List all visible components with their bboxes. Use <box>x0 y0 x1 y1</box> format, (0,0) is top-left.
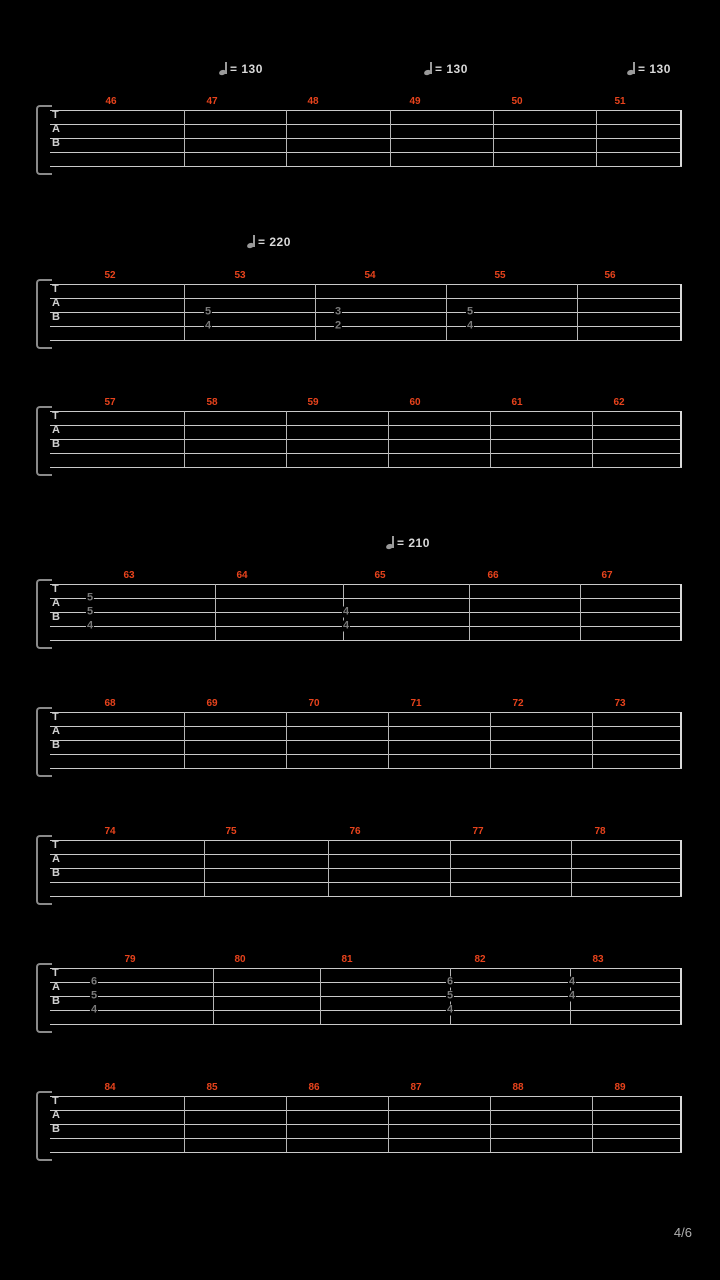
staff-line <box>50 312 682 313</box>
barline <box>286 1096 287 1152</box>
measure-number: 64 <box>236 570 248 581</box>
measure-number: 84 <box>104 1082 116 1093</box>
tab-staff <box>50 411 682 467</box>
measure-number: 61 <box>511 397 523 408</box>
tab-note: 4 <box>568 989 576 1002</box>
tempo-marking <box>424 62 468 76</box>
tab-clef-letter: B <box>52 137 60 149</box>
tab-note: 2 <box>334 319 342 332</box>
barline <box>184 284 185 340</box>
measure-number: 53 <box>234 270 246 281</box>
tab-clef-letter: T <box>52 711 59 723</box>
tab-note: 3 <box>334 305 342 318</box>
tab-staff <box>50 584 682 640</box>
tab-system <box>36 570 682 644</box>
end-barline <box>680 110 682 166</box>
tempo-marking <box>247 235 291 249</box>
measure-number: 52 <box>104 270 116 281</box>
tab-staff <box>50 712 682 768</box>
barline <box>493 110 494 166</box>
measure-number: 76 <box>349 826 361 837</box>
staff-line <box>50 712 682 713</box>
tab-clef-letter: A <box>52 853 60 865</box>
tab-clef <box>52 966 60 1008</box>
barline <box>388 411 389 467</box>
staff-line <box>50 768 682 769</box>
tab-clef-letter: B <box>52 1123 60 1135</box>
tab-clef <box>52 282 60 324</box>
tab-clef-letter: T <box>52 967 59 979</box>
measure-number: 46 <box>105 96 117 107</box>
tab-note: 5 <box>446 989 454 1002</box>
barline <box>490 411 491 467</box>
staff-area <box>36 968 682 1028</box>
quarter-note-icon <box>627 62 636 76</box>
staff-line <box>50 598 682 599</box>
measure-number: 59 <box>307 397 319 408</box>
barline <box>184 411 185 467</box>
staff-line <box>50 138 682 139</box>
end-barline <box>680 968 682 1024</box>
measure-number: 82 <box>474 954 486 965</box>
staff-line <box>50 1152 682 1153</box>
measure-number: 68 <box>104 698 116 709</box>
tab-note: 4 <box>342 605 350 618</box>
measure-number-row <box>36 1082 682 1096</box>
staff-line <box>50 166 682 167</box>
measure-number: 80 <box>234 954 246 965</box>
staff-line <box>50 640 682 641</box>
tempo-value: = 210 <box>397 536 430 550</box>
barline <box>286 712 287 768</box>
measure-number: 83 <box>592 954 604 965</box>
staff-line <box>50 584 682 585</box>
tab-clef <box>52 409 60 451</box>
measure-number: 71 <box>410 698 422 709</box>
tab-clef <box>52 710 60 752</box>
tab-clef <box>52 108 60 150</box>
measure-number: 73 <box>614 698 626 709</box>
tab-staff <box>50 110 682 166</box>
page-number: 4/6 <box>673 1225 692 1240</box>
barline <box>320 968 321 1024</box>
barline <box>388 1096 389 1152</box>
measure-number: 63 <box>123 570 135 581</box>
measure-number: 62 <box>613 397 625 408</box>
measure-number: 57 <box>104 397 116 408</box>
barline <box>315 284 316 340</box>
tab-clef-letter: A <box>52 297 60 309</box>
tab-system <box>36 954 682 1028</box>
measure-number: 50 <box>511 96 523 107</box>
tab-clef-letter: T <box>52 583 59 595</box>
tab-clef-letter: T <box>52 839 59 851</box>
staff-line <box>50 340 682 341</box>
tab-note: 4 <box>466 319 474 332</box>
measure-number: 88 <box>512 1082 524 1093</box>
measure-number: 69 <box>206 698 218 709</box>
tab-clef-letter: B <box>52 438 60 450</box>
barline <box>490 1096 491 1152</box>
barline <box>490 712 491 768</box>
tempo-marking <box>386 536 430 550</box>
staff-area <box>36 110 682 170</box>
barline <box>580 584 581 640</box>
tab-note: 4 <box>342 619 350 632</box>
measure-number: 67 <box>601 570 613 581</box>
barline <box>184 110 185 166</box>
barline <box>286 411 287 467</box>
staff-line <box>50 1010 682 1011</box>
tab-clef-letter: A <box>52 1109 60 1121</box>
measure-number: 86 <box>308 1082 320 1093</box>
tab-system <box>36 397 682 471</box>
barline <box>592 712 593 768</box>
barline <box>213 968 214 1024</box>
barline <box>592 1096 593 1152</box>
measure-number-row <box>36 96 682 110</box>
tempo-marking <box>219 62 263 76</box>
tempo-value: = 130 <box>230 62 263 76</box>
staff-area <box>36 1096 682 1156</box>
quarter-note-icon <box>424 62 433 76</box>
staff-line <box>50 896 682 897</box>
measure-number: 79 <box>124 954 136 965</box>
barline <box>286 110 287 166</box>
tab-note: 4 <box>90 1003 98 1016</box>
tab-clef-letter: B <box>52 311 60 323</box>
measure-number: 55 <box>494 270 506 281</box>
tab-clef-letter: T <box>52 410 59 422</box>
staff-line <box>50 840 682 841</box>
measure-number: 87 <box>410 1082 422 1093</box>
tab-staff <box>50 1096 682 1152</box>
staff-line <box>50 298 682 299</box>
staff-line <box>50 982 682 983</box>
staff-line <box>50 124 682 125</box>
staff-area <box>36 584 682 644</box>
quarter-note-icon <box>247 235 256 249</box>
staff-line <box>50 626 682 627</box>
tab-clef-letter: A <box>52 597 60 609</box>
tab-clef-letter: B <box>52 867 60 879</box>
tab-system <box>36 96 682 170</box>
staff-line <box>50 1124 682 1125</box>
staff-line <box>50 1096 682 1097</box>
quarter-note-icon <box>219 62 228 76</box>
staff-line <box>50 882 682 883</box>
tab-system <box>36 826 682 900</box>
measure-number: 60 <box>409 397 421 408</box>
measure-number: 81 <box>341 954 353 965</box>
tempo-value: = 220 <box>258 235 291 249</box>
tempo-value: = 130 <box>638 62 671 76</box>
staff-line <box>50 326 682 327</box>
tab-clef-letter: T <box>52 1095 59 1107</box>
barline <box>388 712 389 768</box>
measure-number: 70 <box>308 698 320 709</box>
barline <box>215 584 216 640</box>
staff-line <box>50 1138 682 1139</box>
barline <box>184 1096 185 1152</box>
tab-note: 5 <box>90 989 98 1002</box>
measure-number: 51 <box>614 96 626 107</box>
staff-line <box>50 996 682 997</box>
staff-line <box>50 110 682 111</box>
barline <box>592 411 593 467</box>
barline <box>469 584 470 640</box>
staff-area <box>36 284 682 344</box>
measure-number: 56 <box>604 270 616 281</box>
end-barline <box>680 284 682 340</box>
tab-note: 5 <box>86 605 94 618</box>
tab-clef-letter: B <box>52 739 60 751</box>
measure-number: 47 <box>206 96 218 107</box>
tab-note: 5 <box>466 305 474 318</box>
staff-line <box>50 726 682 727</box>
measure-number-row <box>36 698 682 712</box>
end-barline <box>680 584 682 640</box>
staff-line <box>50 411 682 412</box>
staff-line <box>50 854 682 855</box>
staff-line <box>50 467 682 468</box>
staff-line <box>50 1024 682 1025</box>
tab-clef-letter: B <box>52 611 60 623</box>
tab-note: 6 <box>90 975 98 988</box>
end-barline <box>680 840 682 896</box>
tab-clef-letter: A <box>52 981 60 993</box>
tab-clef <box>52 582 60 624</box>
staff-line <box>50 439 682 440</box>
end-barline <box>680 712 682 768</box>
measure-number-row <box>36 954 682 968</box>
staff-line <box>50 152 682 153</box>
barline <box>450 840 451 896</box>
staff-line <box>50 284 682 285</box>
staff-line <box>50 754 682 755</box>
tab-note: 4 <box>86 619 94 632</box>
tab-clef-letter: T <box>52 283 59 295</box>
quarter-note-icon <box>386 536 395 550</box>
tab-staff <box>50 840 682 896</box>
tab-system <box>36 1082 682 1156</box>
measure-number: 85 <box>206 1082 218 1093</box>
barline <box>446 284 447 340</box>
barline <box>390 110 391 166</box>
tab-system <box>36 698 682 772</box>
tab-clef-letter: T <box>52 109 59 121</box>
staff-line <box>50 612 682 613</box>
barline <box>328 840 329 896</box>
measure-number: 58 <box>206 397 218 408</box>
tab-clef-letter: B <box>52 995 60 1007</box>
staff-area <box>36 411 682 471</box>
tab-system <box>36 270 682 344</box>
staff-line <box>50 1110 682 1111</box>
measure-number-row <box>36 270 682 284</box>
tab-note: 4 <box>568 975 576 988</box>
measure-number: 78 <box>594 826 606 837</box>
barline <box>596 110 597 166</box>
measure-number: 72 <box>512 698 524 709</box>
tab-clef-letter: A <box>52 725 60 737</box>
measure-number: 66 <box>487 570 499 581</box>
tab-note: 5 <box>86 591 94 604</box>
measure-number: 75 <box>225 826 237 837</box>
staff-line <box>50 740 682 741</box>
measure-number-row <box>36 397 682 411</box>
measure-number: 65 <box>374 570 386 581</box>
tab-clef <box>52 838 60 880</box>
tab-note: 5 <box>204 305 212 318</box>
tab-clef <box>52 1094 60 1136</box>
barline <box>571 840 572 896</box>
measure-number: 77 <box>472 826 484 837</box>
barline <box>204 840 205 896</box>
measure-number-row <box>36 826 682 840</box>
tempo-marking <box>627 62 671 76</box>
staff-area <box>36 840 682 900</box>
tab-note: 4 <box>446 1003 454 1016</box>
staff-line <box>50 453 682 454</box>
staff-line <box>50 868 682 869</box>
measure-number-row <box>36 570 682 584</box>
tempo-value: = 130 <box>435 62 468 76</box>
measure-number: 48 <box>307 96 319 107</box>
tab-note: 6 <box>446 975 454 988</box>
measure-number: 74 <box>104 826 116 837</box>
tab-staff <box>50 284 682 340</box>
measure-number: 89 <box>614 1082 626 1093</box>
staff-line <box>50 968 682 969</box>
tab-staff <box>50 968 682 1024</box>
staff-line <box>50 425 682 426</box>
tab-clef-letter: A <box>52 424 60 436</box>
tab-note: 4 <box>204 319 212 332</box>
barline <box>577 284 578 340</box>
measure-number: 54 <box>364 270 376 281</box>
staff-area <box>36 712 682 772</box>
end-barline <box>680 1096 682 1152</box>
tab-clef-letter: A <box>52 123 60 135</box>
measure-number: 49 <box>409 96 421 107</box>
end-barline <box>680 411 682 467</box>
barline <box>184 712 185 768</box>
